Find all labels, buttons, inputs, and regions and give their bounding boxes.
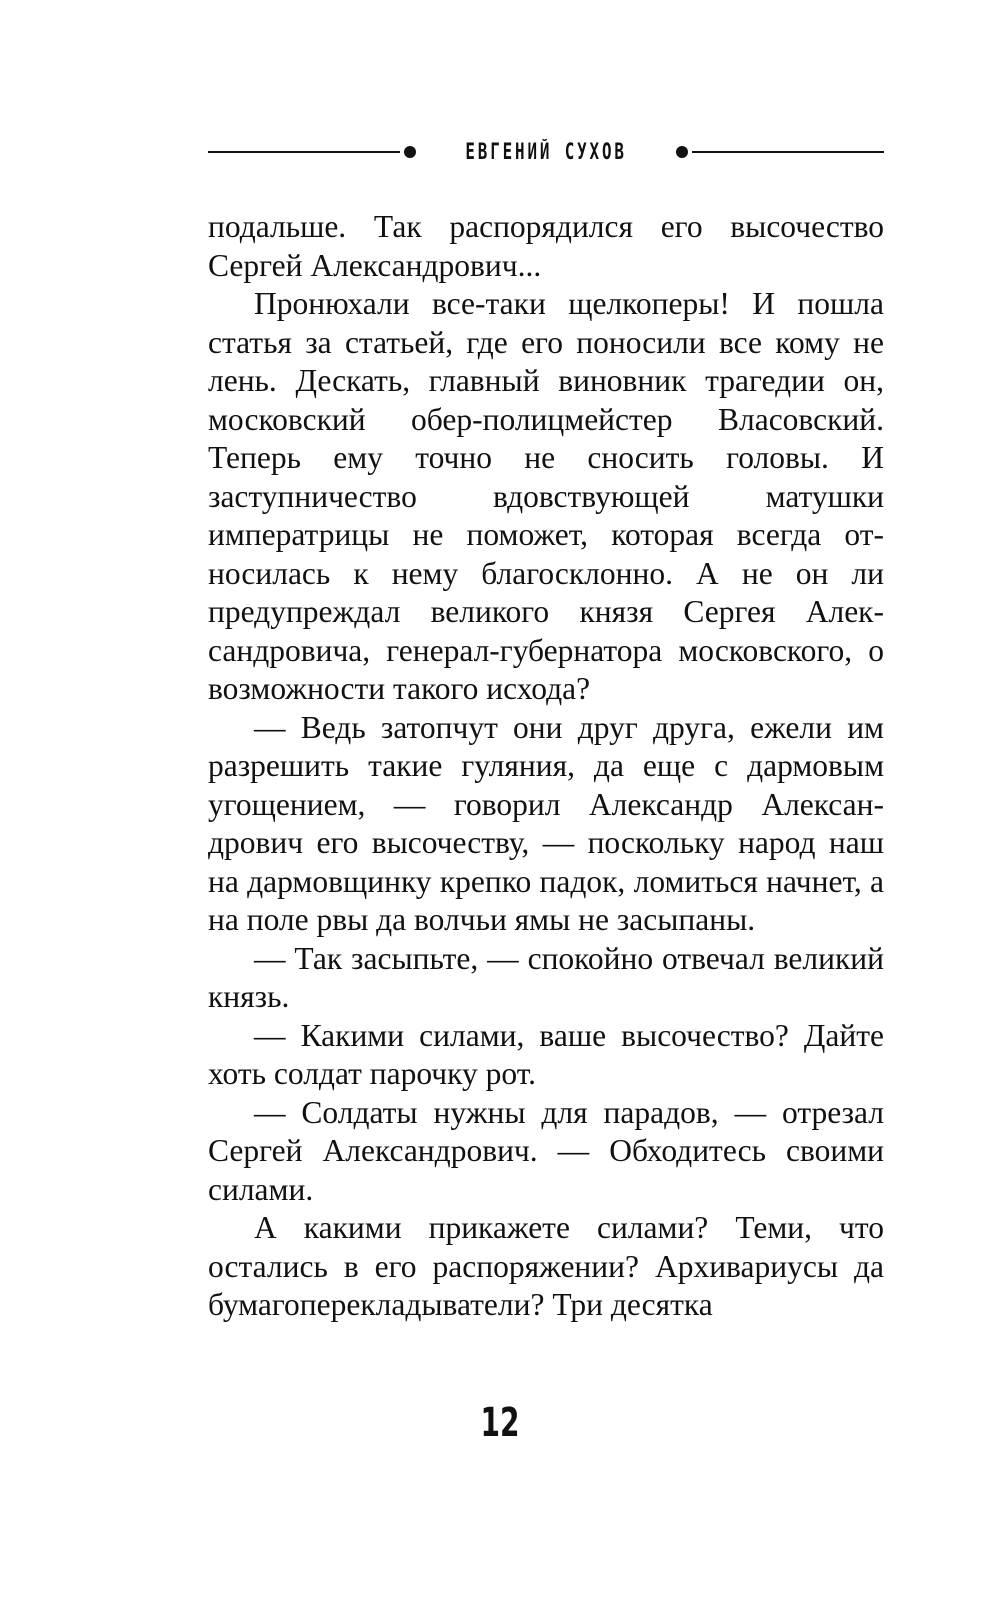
paragraph: подальше. Так распорядился его высочество Сергей Александрович... xyxy=(208,209,884,283)
paragraph: — Солдаты нужны для парадов, — отрезал Сергей Александрович. — Обходитесь своими силами. xyxy=(208,1094,884,1207)
running-header xyxy=(208,132,884,172)
header-bullet-right-icon xyxy=(676,146,688,158)
paragraph: — Какими силами, ваше высочество? Дайте хоть солдат парочку рот. xyxy=(208,1017,884,1091)
body-text xyxy=(208,208,884,1325)
page-number: 12 xyxy=(480,1400,520,1446)
paragraph: — Так засыпьте, — спокойно отвечал великий князь. xyxy=(208,940,884,1014)
header-bullet-left-icon xyxy=(404,146,416,158)
paragraph: Пронюхали все-таки щелкоперы! И пошла статья за статьей, где его поносили все кому не лень. Дескать, главный виновник трагедии он, московский обер-полицмейстер Власовский. Теперь ему точно не сносить головы. И заступничество вдовствующей матушки императрицы не поможет, которая всегда относилась к нему благосклонно. А не он ли предупреждал великого князя Сергея Александровича, генерал-губернатора московского, о возможности такого исхода? xyxy=(208,286,884,706)
paragraph: А какими прикажете силами? Теми, что остались в его распоряжении? Архивариусы да бумагоперекладыватели? Три десятка xyxy=(208,1210,884,1322)
header-rule-right xyxy=(692,151,884,153)
paragraph: — Ведь затопчут они друг друга, ежели им разрешить такие гуляния, да еще с дармовым угощением, — говорил Александр Александрович его высочеству, — поскольку народ наш на дармовщинку крепко падок, ломиться начнет, а на поле рвы да волчьи ямы не засыпаны. xyxy=(208,709,884,937)
header-rule-left xyxy=(208,151,400,153)
header-author-name: ЕВГЕНИЙ СУХОВ xyxy=(465,139,627,165)
